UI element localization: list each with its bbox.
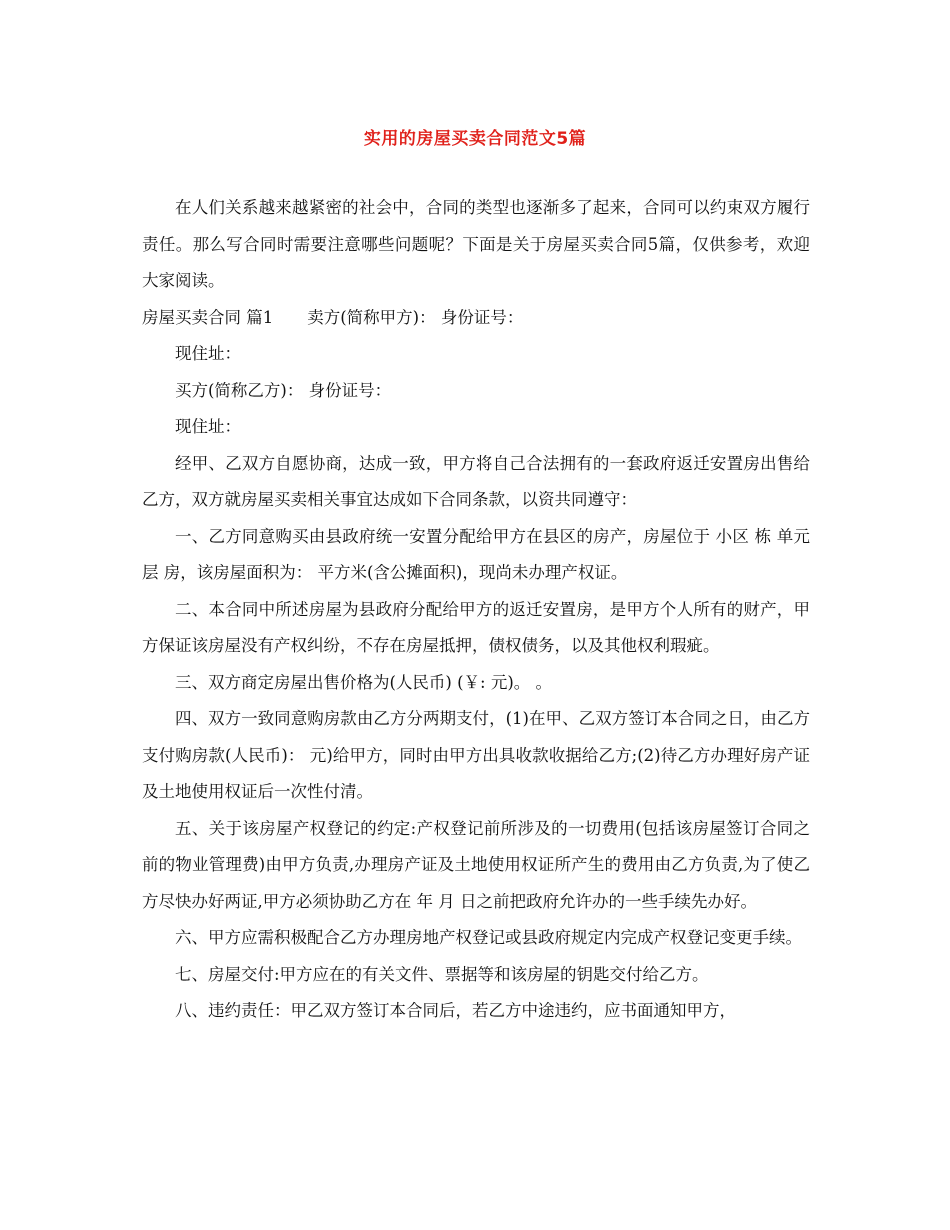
- clause-6: 六、甲方应需积极配合乙方办理房地产权登记或县政府规定内完成产权登记变更手续。: [175, 928, 802, 947]
- document-title: 实用的房屋买卖合同范文5篇: [363, 129, 587, 149]
- clause-3: 三、双方商定房屋出售价格为(人民币) (￥: 元)。 。: [175, 672, 553, 692]
- buyer-line: 买方(简称乙方)： 身份证号：: [175, 380, 392, 400]
- contract-heading-line: [142, 300, 810, 337]
- seller-address: 现住址：: [175, 344, 241, 363]
- seller-line: 卖方(简称甲方)： 身份证号：: [307, 307, 524, 327]
- preamble-paragraph: 经甲、乙双方自愿协商，达成一致，甲方将自己合法拥有的一套政府返迁安置房出售给乙方，双方就房屋买卖相关事宜达成如下合同条款，以资共同遵守：: [142, 453, 810, 509]
- intro-paragraph: 在人们关系越来越紧密的社会中，合同的类型也逐渐多了起来，合同可以约束双方履行责任。那么写合同时需要注意哪些问题呢？下面是关于房屋买卖合同5篇，仅供参考，欢迎大家阅读。: [142, 198, 810, 290]
- clause-4: 四、双方一致同意购房款由乙方分两期支付，(1)在甲、乙双方签订本合同之日，由乙方支付购房款(人民币)： 元)给甲方，同时由甲方出具收款收据给乙方;(2)待乙方办理好房产证及土地使用权证后一次性付清。: [142, 709, 810, 801]
- clause-1: 一、乙方同意购买由县政府统一安置分配给甲方在县区的房产，房屋位于 小区 栋 单元 层 房，该房屋面积为： 平方米(含公摊面积)，现尚未办理产权证。: [142, 526, 810, 582]
- clause-5: 五、关于该房屋产权登记的约定:产权登记前所涉及的一切费用(包括该房屋签订合同之前的物业管理费)由甲方负责,办理房产证及土地使用权证所产生的费用由乙方负责,为了使乙方尽快办好两证,甲方必须协助乙方在 年 月 日之前把政府允许办的一些手续先办好。: [142, 818, 810, 911]
- contract-heading: 房屋买卖合同 篇1: [142, 307, 274, 327]
- document-body: [142, 190, 810, 1030]
- clause-8: 八、违约责任：甲乙双方签订本合同后，若乙方中途违约，应书面通知甲方，: [175, 1001, 736, 1020]
- buyer-address: 现住址：: [175, 417, 241, 436]
- clause-2: 二、本合同中所述房屋为县政府分配给甲方的返迁安置房，是甲方个人所有的财产，甲方保证该房屋没有产权纠纷，不存在房屋抵押，债权债务，以及其他权利瑕疵。: [142, 599, 810, 655]
- clause-7: 七、房屋交付:甲方应在的有关文件、票据等和该房屋的钥匙交付给乙方。: [175, 964, 709, 984]
